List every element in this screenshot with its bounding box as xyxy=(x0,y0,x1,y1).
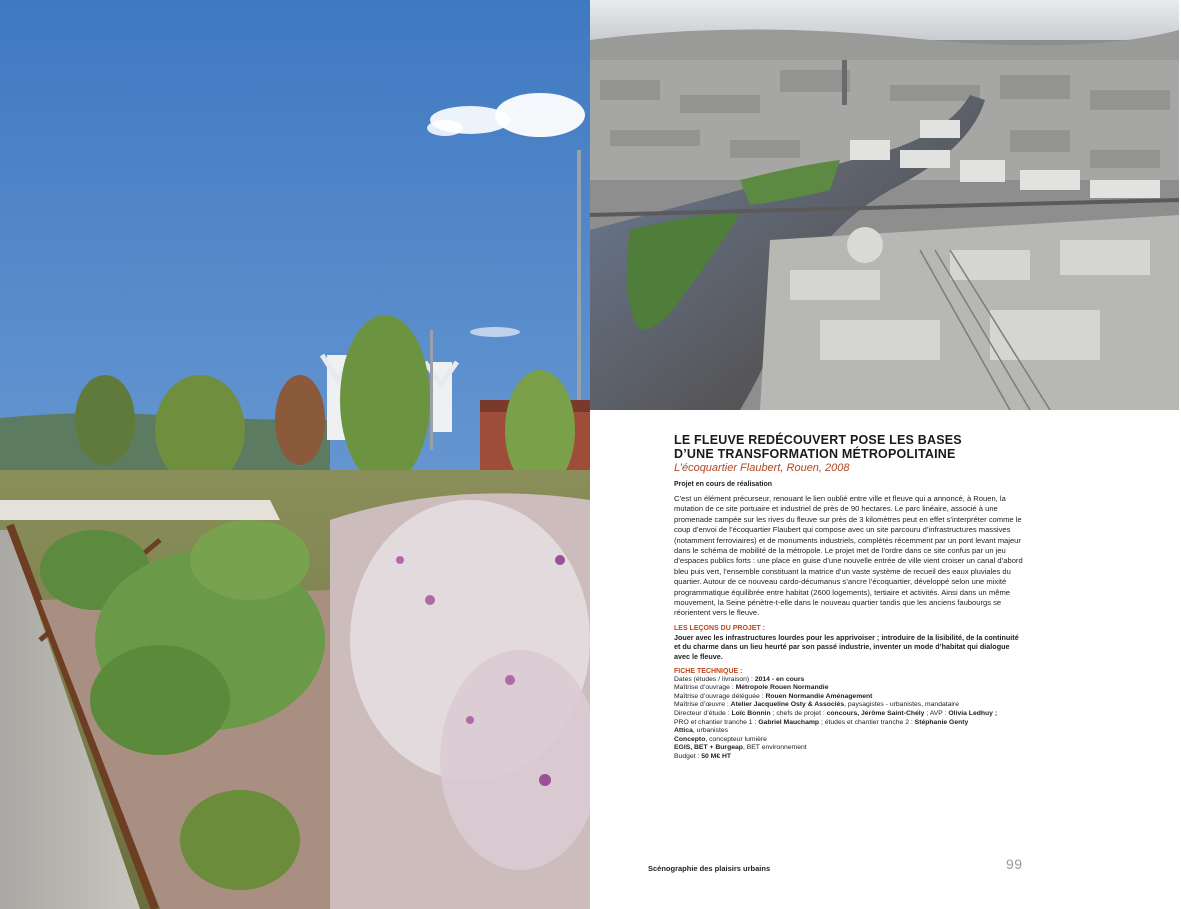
page-number: 99 xyxy=(1006,856,1023,872)
tech-delegated-client: Maîtrise d’ouvrage déléguée : Rouen Normandie Aménagement xyxy=(674,692,873,700)
promenade-photo xyxy=(0,0,590,909)
right-page xyxy=(590,0,1181,909)
lessons-text: Jouer avec les infrastructures lourdes pour les apprivoiser ; introduire de la lisibilité, de la continuité et du charme dans un lieu heurté par son passé industrie, inventer un mode d’habitat qui dialogue avec le fleuve. xyxy=(674,632,1019,662)
headline-line-2: D’UNE TRANSFORMATION MÉTROPOLITAINE xyxy=(674,446,956,461)
tech-dates: Dates (études / livraison) : 2014 - en cours xyxy=(674,675,805,683)
tech-sheet-title: FICHE TECHNIQUE : xyxy=(674,667,743,675)
tech-architect: Maîtrise d’œuvre : Atelier Jacqueline Osty & Associés, paysagistes - urbanistes, mandataire xyxy=(674,701,959,709)
lessons-title: LES LEÇONS DU PROJET : xyxy=(674,624,766,632)
tech-sheet xyxy=(674,676,1026,762)
tech-study-director: Directeur d’étude : Loïc Bonnin ; chefs de projet : concours, Jérôme Saint-Chély ; AVP : Olivia Ledhuy ; xyxy=(674,710,998,718)
project-status: Projet en cours de réalisation xyxy=(674,481,773,488)
aerial-photo xyxy=(590,0,1179,410)
footer-book-title: Scénographie des plaisirs urbains xyxy=(648,864,771,873)
tech-budget: Budget : 50 M€ HT xyxy=(674,753,732,760)
article-body: C’est un élément précurseur, renouant le lien oublié entre ville et fleuve qui a annoncé, à Rouen, la mutation de ce site portuaire et industriel de près de 90 hectares. Le parc linéaire, associé à une promenade campée sur les rives du fleuve sur près de 3 kilomètres peut en effet s’interpréter comme le coup d’envoi de l’écoquartier Flaubert qui compose avec un site parcouru d’infrastructures massives (notamment ferroviaires) et de monuments industriels, complétés récemment par un pont levant majeur dans le schéma de mobilité de la métropole. Le projet met de l’ordre dans ce site confus par un jeu d’espaces publics forts : une place en guise d’une nouvelle entrée de ville vient croiser un canal d’abord bleu puis vert, l’ensemble constituant la matrice d’un vaste système de recueil des eaux pluviales du quartier. Autour de ce nouveau cardo-décumanus s’ancre l’écoquartier, développé selon une mixité programmatique équilibrée entre habitat (2600 logements), tertiaire et activités. Ainsi dans un même mouvement, la Seine pénètre-t-elle dans le nouveau quartier tandis que les anciens faubourgs se réorientent vers le fleuve. xyxy=(674,494,1023,618)
aerial-city-photo xyxy=(590,0,1179,410)
tech-pro-phase: PRO et chantier tranche 1 : Gabriel Mauchamp ; études et chantier tranche 2 : Stéphanie Genty xyxy=(674,718,969,726)
tech-egis: EGIS, BET + Burgeap, BET environnement xyxy=(674,744,807,752)
article-headline xyxy=(674,434,1026,461)
article xyxy=(674,434,1026,762)
tech-client: Maîtrise d’ouvrage : Métropole Rouen Normandie xyxy=(674,684,829,692)
left-page-photo xyxy=(0,0,590,909)
headline-line-1: LE FLEUVE REDÉCOUVERT POSE LES BASES xyxy=(674,433,962,447)
article-subtitle: L’écoquartier Flaubert, Rouen, 2008 xyxy=(674,462,850,474)
tech-concepto: Concepto, concepteur lumière xyxy=(674,735,767,743)
tech-attica: Attica, urbanistes xyxy=(674,727,729,735)
